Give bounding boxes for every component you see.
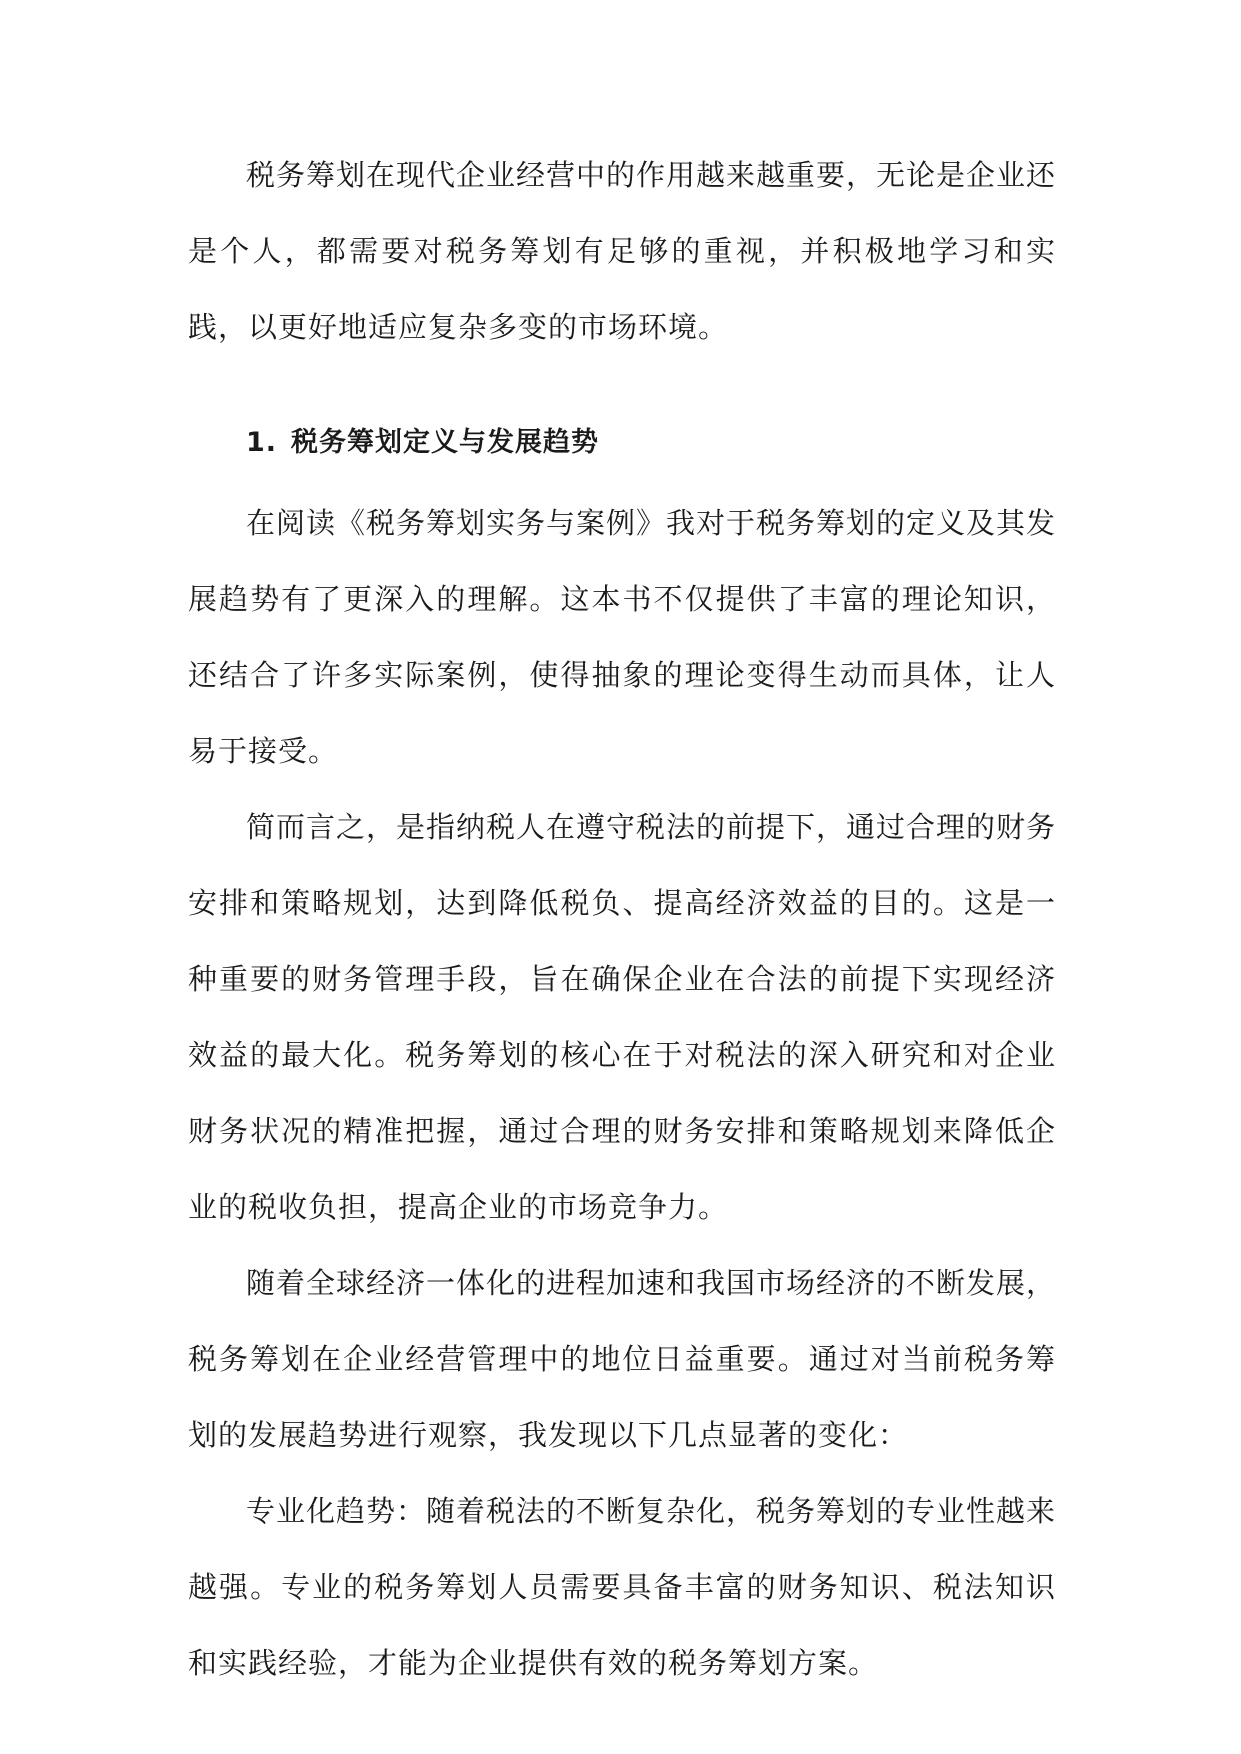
section-heading [188, 405, 1056, 481]
body-paragraph-3: 随着全球经济一体化的进程加速和我国市场经济的不断发展，税务筹划在企业经营管理中的地位日益重要。通过对当前税务筹划的发展趋势进行观察，我发现以下几点显著的变化： [188, 1266, 1057, 1452]
document-body [188, 137, 1056, 1701]
body-paragraph-1: 在阅读《税务筹划实务与案例》我对于税务筹划的定义及其发展趋势有了更深入的理解。这本书不仅提供了丰富的理论知识，还结合了许多实际案例，使得抽象的理论变得生动而具体，让人易于接受。 [188, 506, 1057, 768]
section-number: 1. [246, 427, 278, 458]
body-paragraph-2: 简而言之，是指纳税人在遵守税法的前提下，通过合理的财务安排和策略规划，达到降低税负、提高经济效益的目的。这是一种重要的财务管理手段，旨在确保企业在合法的前提下实现经济效益的最大化。税务筹划的核心在于对税法的深入研究和对企业财务状况的精准把握，通过合理的财务安排和策略规划来降低企业的税收负担，提高企业的市场竞争力。 [188, 810, 1057, 1224]
section-title: 税务筹划定义与发展趋势 [291, 427, 600, 458]
body-paragraph-4: 专业化趋势：随着税法的不断复杂化，税务筹划的专业性越来越强。专业的税务筹划人员需要具备丰富的财务知识、税法知识和实践经验，才能为企业提供有效的税务筹划方案。 [188, 1494, 1057, 1680]
intro-paragraph: 税务筹划在现代企业经营中的作用越来越重要，无论是企业还是个人，都需要对税务筹划有足够的重视，并积极地学习和实践，以更好地适应复杂多变的市场环境。 [188, 158, 1057, 344]
